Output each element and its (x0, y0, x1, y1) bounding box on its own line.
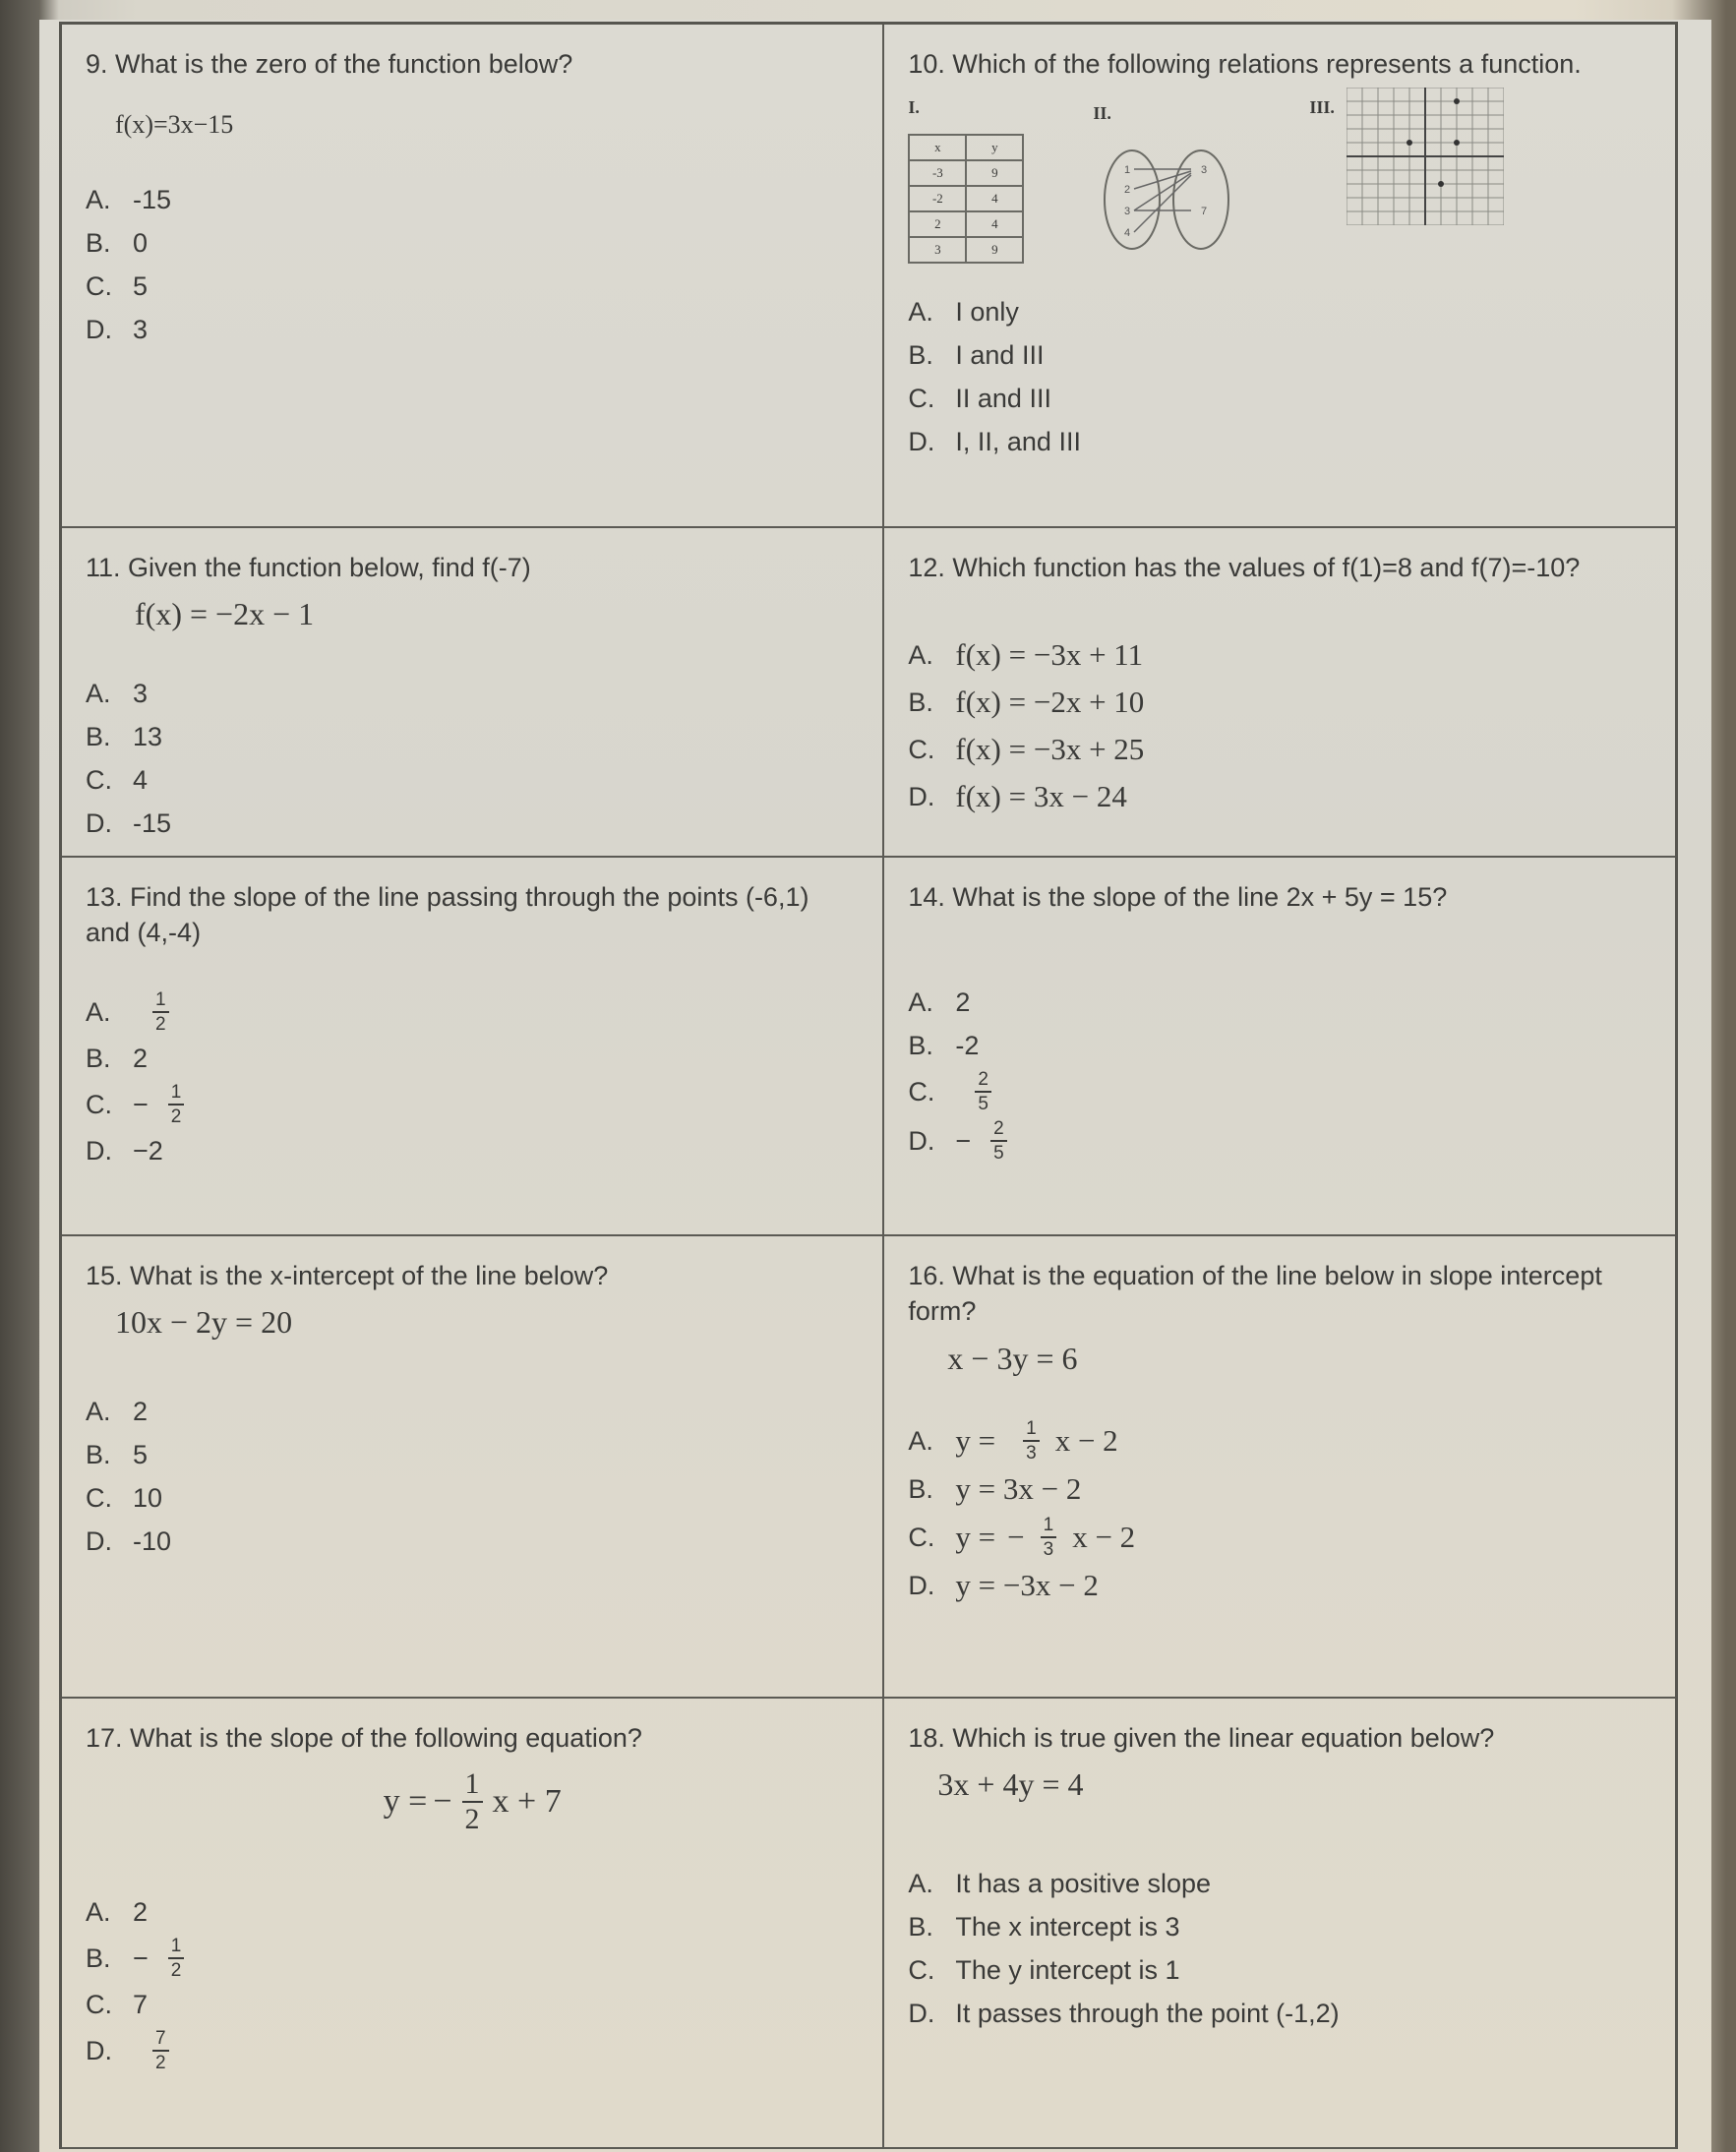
option-text: I only (955, 296, 1019, 327)
option-letter: D. (908, 781, 935, 811)
denominator: 5 (978, 1094, 988, 1115)
option-b[interactable] (908, 1468, 1651, 1510)
function-expression: f(x) = −2x − 1 (135, 596, 315, 632)
option-text: It has a positive slope (955, 1869, 1212, 1899)
option-letter: A. (908, 1869, 933, 1899)
option-c[interactable] (86, 269, 859, 306)
table-cell: -3 (909, 160, 966, 186)
option-d[interactable] (908, 1996, 1651, 2033)
option-letter: C. (86, 1990, 112, 2020)
svg-text:4: 4 (1124, 226, 1131, 239)
fraction (152, 2029, 169, 2072)
option-c[interactable] (908, 1952, 1651, 1990)
option-text: f(x) = −3x + 25 (955, 732, 1145, 767)
expression-suffix: x + 7 (492, 1783, 562, 1821)
relation-label: II. (1093, 103, 1111, 124)
option-letter: B. (908, 1473, 933, 1504)
option-letter: A. (908, 1425, 933, 1456)
numerator: 2 (975, 1070, 991, 1093)
denominator: 3 (1026, 1443, 1037, 1465)
function-expression: f(x)=3x−15 (115, 110, 234, 140)
option-letter: C. (908, 1955, 935, 1986)
question-prompt: 11. Given the function below, find f(-7) (86, 553, 531, 582)
question-prompt: 14. What is the slope of the line 2x + 5y = 15? (908, 882, 1448, 912)
fraction (975, 1070, 991, 1113)
option-prefix: y = (955, 1519, 996, 1554)
option-c[interactable] (908, 1070, 1651, 1113)
equation-expression: x − 3y = 6 (947, 1340, 1078, 1376)
option-text: II and III (955, 383, 1051, 413)
option-letter: A. (908, 987, 933, 1018)
option-text: 3 (133, 315, 149, 345)
option-letter: A. (86, 679, 111, 709)
option-letter: D. (86, 315, 112, 345)
relation-i (908, 95, 1024, 263)
option-text: y = 3x − 2 (955, 1471, 1082, 1507)
question-12 (884, 528, 1675, 858)
option-letter: C. (908, 734, 935, 764)
table-cell: 2 (909, 211, 966, 237)
option-text: -15 (133, 185, 172, 215)
denominator: 5 (993, 1143, 1004, 1165)
sign: − (133, 1089, 149, 1119)
option-letter: B. (908, 1912, 933, 1943)
option-letter: C. (908, 383, 935, 413)
option-letter: D. (908, 1570, 935, 1600)
option-b[interactable] (86, 225, 859, 263)
question-prompt: 12. Which function has the values of f(1)=8 and f(7)=-10? (908, 553, 1581, 582)
option-text: 4 (133, 765, 149, 796)
option-letter: B. (86, 1043, 111, 1073)
table-cell: 9 (966, 160, 1023, 186)
option-letter: D. (86, 808, 112, 839)
equation-expression (86, 1769, 859, 1834)
table-header: y (966, 135, 1023, 160)
option-letter: A. (86, 996, 111, 1027)
denominator: 2 (170, 1106, 182, 1127)
option-letter: D. (908, 1126, 935, 1157)
option-prefix: y = (955, 1423, 996, 1459)
option-d[interactable] (908, 1119, 1651, 1163)
denominator: 3 (1043, 1538, 1054, 1560)
option-a[interactable] (86, 676, 859, 713)
option-a[interactable] (908, 1419, 1651, 1463)
option-letter: C. (86, 1089, 112, 1119)
table-cell: 4 (966, 186, 1023, 211)
option-letter: B. (908, 1031, 933, 1061)
sign: − (433, 1783, 452, 1821)
option-letter: A. (908, 640, 933, 671)
option-text: -2 (955, 1031, 980, 1061)
mapping-diagram-icon (1093, 146, 1240, 254)
option-letter: C. (86, 765, 112, 796)
question-prompt: 15. What is the x-intercept of the line below? (86, 1261, 609, 1290)
option-d[interactable] (908, 1565, 1651, 1606)
option-letter: D. (908, 1999, 935, 2029)
fraction (168, 1083, 185, 1126)
option-d[interactable] (86, 1524, 859, 1561)
denominator: 2 (155, 1013, 166, 1035)
denominator: 2 (170, 1960, 182, 1982)
option-c[interactable] (86, 1480, 859, 1518)
option-c[interactable] (908, 1516, 1651, 1559)
option-letter: D. (86, 1526, 112, 1557)
question-18 (884, 1699, 1675, 2149)
option-text: The y intercept is 1 (955, 1955, 1180, 1986)
option-letter: C. (86, 1483, 112, 1514)
option-text: 2 (133, 1397, 149, 1427)
numerator: 1 (152, 990, 169, 1013)
option-letter: D. (86, 1135, 112, 1166)
relation-label: I. (908, 97, 920, 118)
table-cell: 4 (966, 211, 1023, 237)
svg-text:7: 7 (1201, 205, 1208, 217)
fraction (168, 1937, 185, 1980)
numerator: 1 (1023, 1419, 1040, 1442)
svg-text:2: 2 (1124, 183, 1131, 196)
option-text: The x intercept is 3 (955, 1912, 1180, 1943)
option-letter: A. (86, 1397, 111, 1427)
option-letter: B. (86, 722, 111, 752)
option-b[interactable] (86, 1040, 859, 1077)
option-text: 7 (133, 1990, 149, 2020)
option-b[interactable] (908, 1909, 1651, 1946)
option-b[interactable] (86, 719, 859, 756)
option-d[interactable] (86, 2029, 859, 2072)
option-text: −2 (133, 1135, 163, 1166)
svg-text:3: 3 (1201, 163, 1208, 176)
option-letter: B. (86, 1943, 111, 1974)
option-d[interactable] (908, 776, 1651, 817)
sign: − (133, 1943, 149, 1974)
numerator: 2 (990, 1119, 1007, 1142)
option-letter: B. (86, 228, 111, 259)
option-d[interactable] (86, 806, 859, 843)
numerator: 7 (152, 2029, 169, 2052)
table-header: x (909, 135, 966, 160)
question-prompt: 9. What is the zero of the function below? (86, 49, 573, 79)
option-d[interactable] (908, 423, 1651, 460)
table-cell: 9 (966, 237, 1023, 263)
option-text: 2 (955, 987, 971, 1018)
numerator: 1 (168, 1937, 185, 1959)
table-cell: -2 (909, 186, 966, 211)
expression-prefix: y = (383, 1783, 428, 1821)
option-c[interactable] (908, 729, 1651, 770)
option-letter: C. (86, 271, 112, 302)
option-a[interactable] (86, 1394, 859, 1431)
option-text: I and III (955, 339, 1045, 370)
fraction (1041, 1516, 1057, 1559)
question-17 (62, 1699, 884, 2149)
option-d[interactable] (86, 312, 859, 349)
sign: − (955, 1126, 972, 1157)
svg-text:1: 1 (1124, 163, 1131, 176)
option-text: 3 (133, 679, 149, 709)
option-letter: C. (908, 1077, 935, 1107)
option-suffix: x − 2 (1072, 1519, 1136, 1554)
option-text: 5 (133, 1440, 149, 1470)
option-c[interactable] (86, 762, 859, 800)
question-15 (62, 1236, 884, 1699)
table-cell: 3 (909, 237, 966, 263)
relation-ii (1093, 101, 1240, 263)
denominator: 2 (155, 2053, 166, 2074)
option-letter: D. (908, 426, 935, 456)
equation-expression: 3x + 4y = 4 (937, 1766, 1084, 1803)
option-text: 2 (133, 1043, 149, 1073)
option-a[interactable] (908, 1866, 1651, 1903)
option-c[interactable] (908, 380, 1651, 417)
numerator: 1 (462, 1769, 483, 1803)
fraction (1023, 1419, 1040, 1463)
option-letter: B. (908, 339, 933, 370)
fraction (152, 990, 169, 1034)
option-c[interactable] (86, 1083, 859, 1126)
option-text: f(x) = 3x − 24 (955, 778, 1127, 813)
question-13 (62, 858, 884, 1236)
numerator: 1 (168, 1083, 185, 1106)
option-a[interactable] (908, 634, 1651, 676)
option-text: 10 (133, 1483, 163, 1514)
option-letter: B. (908, 687, 933, 717)
numerator: 1 (1041, 1516, 1057, 1538)
relation-iii (1309, 95, 1504, 225)
question-prompt: 10. Which of the following relations represents a function. (908, 49, 1582, 79)
question-prompt: 18. Which is true given the linear equation below? (908, 1723, 1495, 1753)
option-a[interactable] (86, 182, 859, 219)
question-16 (884, 1236, 1675, 1699)
option-text: 2 (133, 1897, 149, 1928)
fraction (990, 1119, 1007, 1163)
option-a[interactable] (908, 984, 1651, 1021)
option-text: f(x) = −3x + 11 (955, 637, 1144, 673)
option-b[interactable] (86, 1437, 859, 1474)
option-c[interactable] (86, 1986, 859, 2023)
option-suffix: x − 2 (1054, 1423, 1118, 1459)
option-letter: A. (908, 296, 933, 327)
option-text: -15 (133, 808, 172, 839)
option-letter: A. (86, 185, 111, 215)
question-10 (884, 25, 1675, 528)
option-a[interactable] (86, 1893, 859, 1931)
option-b[interactable] (908, 682, 1651, 723)
option-a[interactable] (86, 990, 859, 1034)
equation-expression: 10x − 2y = 20 (115, 1304, 293, 1341)
question-14 (884, 858, 1675, 1236)
option-b[interactable] (908, 1027, 1651, 1064)
question-prompt: 13. Find the slope of the line passing through the points (-6,1) and (4,-4) (86, 882, 809, 948)
question-prompt: 16. What is the equation of the line below in slope intercept form? (908, 1261, 1602, 1327)
option-b[interactable] (908, 336, 1651, 374)
coordinate-grid-icon (1347, 88, 1504, 225)
question-9 (62, 25, 884, 528)
option-d[interactable] (86, 1132, 859, 1169)
sign: − (1007, 1519, 1025, 1554)
option-text: 13 (133, 722, 163, 752)
option-text: 0 (133, 228, 149, 259)
question-prompt: 17. What is the slope of the following equation? (86, 1723, 642, 1753)
question-grid (59, 22, 1678, 2149)
option-letter: D. (86, 2036, 112, 2066)
option-text: I, II, and III (955, 426, 1081, 456)
option-text: -10 (133, 1526, 172, 1557)
option-letter: A. (86, 1897, 111, 1928)
relation-label: III. (1309, 97, 1335, 118)
question-11 (62, 528, 884, 858)
fraction (462, 1769, 483, 1834)
option-letter: B. (86, 1440, 111, 1470)
option-text: It passes through the point (-1,2) (955, 1999, 1340, 2029)
option-b[interactable] (86, 1937, 859, 1980)
svg-text:3: 3 (1124, 205, 1131, 217)
option-text: y = −3x − 2 (955, 1567, 1099, 1602)
denominator: 2 (464, 1803, 480, 1836)
option-text: f(x) = −2x + 10 (955, 685, 1145, 720)
option-text: 5 (133, 271, 149, 302)
option-letter: C. (908, 1522, 935, 1552)
relation-table (908, 134, 1024, 264)
option-a[interactable] (908, 293, 1651, 330)
